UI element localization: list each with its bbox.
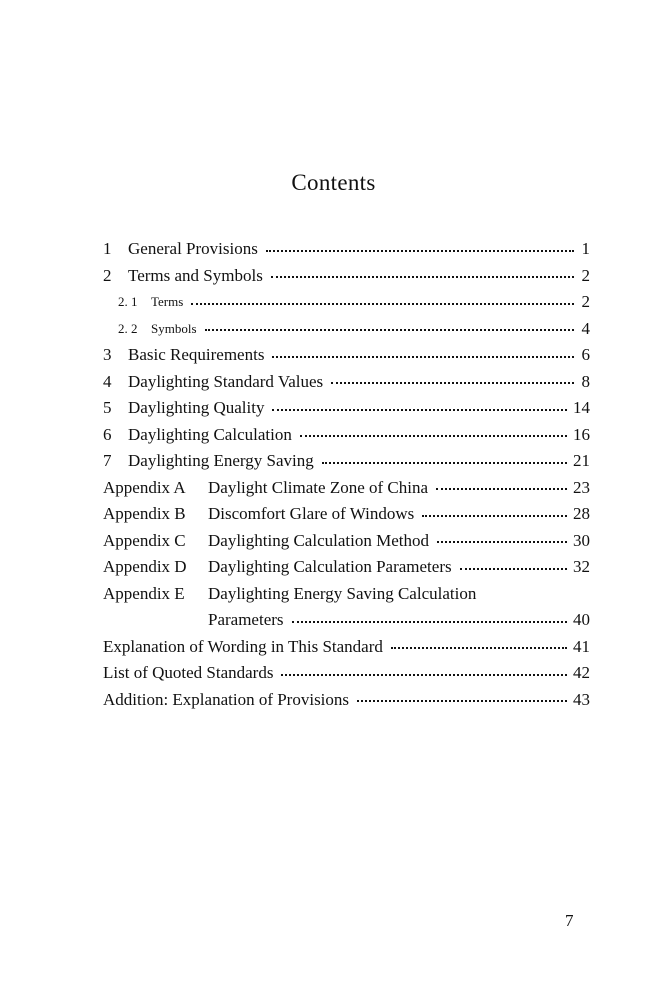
toc-entry-page: 6 bbox=[581, 345, 590, 365]
toc-appendix[interactable] bbox=[103, 528, 590, 555]
toc-entry-label: Addition: Explanation of Provisions bbox=[103, 689, 350, 709]
dot-leader bbox=[300, 434, 567, 437]
dot-leader bbox=[272, 355, 574, 358]
toc-entry[interactable] bbox=[103, 236, 590, 263]
toc-appendix[interactable] bbox=[103, 581, 590, 608]
toc-entry-page: 21 bbox=[573, 451, 590, 471]
dot-leader bbox=[391, 646, 567, 649]
toc-entry-label: Daylighting Energy Saving Calculation bbox=[208, 583, 477, 603]
toc-entry-label: Daylighting Calculation Method bbox=[208, 530, 429, 550]
dot-leader bbox=[357, 699, 567, 702]
toc-entry-page: 32 bbox=[573, 557, 590, 577]
toc-entry-page: 42 bbox=[573, 663, 590, 683]
dot-leader bbox=[272, 408, 567, 411]
dot-leader bbox=[292, 620, 567, 623]
toc-entry-label: Daylighting Calculation bbox=[128, 424, 292, 444]
toc-entry-page: 2 bbox=[581, 292, 590, 312]
toc-entry-page: 2 bbox=[581, 265, 590, 285]
toc-back-matter[interactable] bbox=[103, 660, 590, 687]
toc-entry-number: 1 bbox=[103, 239, 112, 259]
toc-entry-label: Basic Requirements bbox=[128, 345, 265, 365]
toc-entry-page: 28 bbox=[573, 504, 590, 524]
toc-entry[interactable] bbox=[103, 342, 590, 369]
dot-leader bbox=[281, 673, 567, 676]
toc-subentry[interactable] bbox=[103, 289, 590, 316]
toc-entry[interactable] bbox=[103, 369, 590, 396]
toc-appendix[interactable] bbox=[103, 554, 590, 581]
toc-entry-page: 40 bbox=[573, 610, 590, 630]
dot-leader bbox=[331, 381, 574, 384]
dot-leader bbox=[322, 461, 567, 464]
table-of-contents bbox=[103, 236, 590, 713]
toc-entry[interactable] bbox=[103, 422, 590, 449]
toc-entry-number: 2. 1 bbox=[118, 294, 138, 310]
toc-entry-page: 16 bbox=[573, 424, 590, 444]
toc-entry[interactable] bbox=[103, 263, 590, 290]
toc-subentry[interactable] bbox=[103, 316, 590, 343]
toc-entry-number: 6 bbox=[103, 424, 112, 444]
dot-leader bbox=[422, 514, 567, 517]
toc-entry-number: 2 bbox=[103, 265, 112, 285]
toc-entry-label: List of Quoted Standards bbox=[103, 663, 274, 683]
appendix-prefix: Appendix E bbox=[103, 583, 185, 603]
toc-back-matter[interactable] bbox=[103, 687, 590, 714]
toc-entry-label: Daylighting Calculation Parameters bbox=[208, 557, 452, 577]
toc-entry-label: Daylighting Quality bbox=[128, 398, 265, 418]
contents-title: Contents bbox=[291, 170, 376, 195]
dot-leader bbox=[266, 249, 574, 252]
appendix-prefix: Appendix D bbox=[103, 557, 187, 577]
toc-appendix[interactable] bbox=[103, 475, 590, 502]
dot-leader bbox=[436, 487, 567, 490]
toc-back-matter[interactable] bbox=[103, 634, 590, 661]
toc-entry-page: 41 bbox=[573, 636, 590, 656]
toc-entry-label: Explanation of Wording in This Standard bbox=[103, 636, 383, 656]
toc-entry-label: Daylight Climate Zone of China bbox=[208, 477, 429, 497]
toc-entry-number: 4 bbox=[103, 371, 112, 391]
toc-entry-label: Daylighting Energy Saving bbox=[128, 451, 314, 471]
toc-entry-label: Parameters bbox=[208, 610, 284, 630]
toc-appendix[interactable] bbox=[103, 501, 590, 528]
toc-appendix-continuation[interactable] bbox=[103, 607, 590, 634]
dot-leader bbox=[460, 567, 567, 570]
toc-entry-page: 14 bbox=[573, 398, 590, 418]
toc-entry-label: Terms bbox=[151, 294, 184, 310]
toc-entry-page: 30 bbox=[573, 530, 590, 550]
toc-entry[interactable] bbox=[103, 395, 590, 422]
toc-entry-number: 3 bbox=[103, 345, 112, 365]
toc-entry-label: Daylighting Standard Values bbox=[128, 371, 324, 391]
toc-entry-page: 4 bbox=[581, 318, 590, 338]
dot-leader bbox=[437, 540, 567, 543]
dot-leader bbox=[191, 302, 574, 305]
page-number: 7 bbox=[565, 911, 574, 930]
toc-entry-page: 23 bbox=[573, 477, 590, 497]
appendix-prefix: Appendix C bbox=[103, 530, 186, 550]
toc-entry-page: 43 bbox=[573, 689, 590, 709]
dot-leader bbox=[205, 328, 574, 331]
appendix-prefix: Appendix B bbox=[103, 504, 186, 524]
toc-entry-label: General Provisions bbox=[128, 239, 258, 259]
toc-entry-label: Terms and Symbols bbox=[128, 265, 263, 285]
toc-entry-number: 2. 2 bbox=[118, 320, 138, 336]
toc-entry-page: 1 bbox=[581, 239, 590, 259]
appendix-prefix: Appendix A bbox=[103, 477, 186, 497]
toc-entry-number: 5 bbox=[103, 398, 112, 418]
toc-entry-label: Symbols bbox=[151, 320, 197, 336]
toc-entry-page: 8 bbox=[581, 371, 590, 391]
toc-entry-number: 7 bbox=[103, 451, 112, 471]
toc-entry[interactable] bbox=[103, 448, 590, 475]
toc-entry-label: Discomfort Glare of Windows bbox=[208, 504, 415, 524]
dot-leader bbox=[271, 275, 574, 278]
